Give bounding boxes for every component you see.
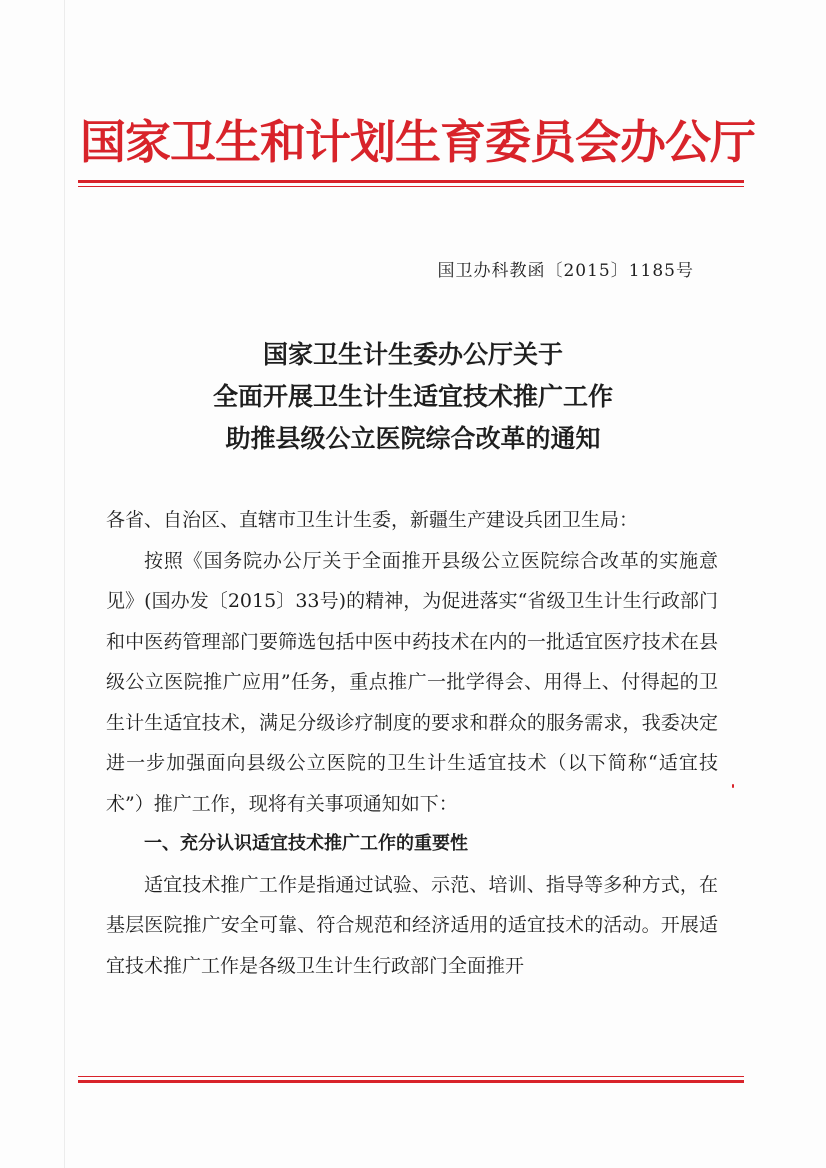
issuing-organization-header: 国家卫生和计划生育委员会办公厅 <box>80 115 755 169</box>
header-red-rule-thin <box>78 186 744 187</box>
title-line: 助推县级公立医院综合改革的通知 <box>225 424 601 453</box>
footer-red-rule-thin <box>78 1076 744 1077</box>
page-edge-shadow <box>64 0 65 1168</box>
title-line: 国家卫生计生委办公厅关于 <box>262 340 563 369</box>
section-heading: 一、充分认识适宜技术推广工作的重要性 <box>144 833 468 854</box>
title-line: 全面开展卫生计生适宜技术推广工作 <box>212 382 613 411</box>
footer-red-rule-thick <box>78 1080 744 1083</box>
salutation: 各省、自治区、直辖市卫生计生委，新疆生产建设兵团卫生局： <box>106 509 639 531</box>
body-paragraph: 按照《国务院办公厅关于全面推开县级公立医院综合改革的实施意见》(国办发〔2015〕33号)的精神，为促进落实“省级卫生计生行政部门和中医药管理部门要筛选包括中医中药技术在内的一批适宜医疗技术在县级公立医院推广应用”任务，重点推广一批学得会、用得上、付得起的卫生计生适宜技术，满足分级诊疗制度的要求和群众的服务需求，我委决定进一步加强面向县级公立医院的卫生计生适宜技术（以下简称“适宜技术”）推广工作，现将有关事项通知如下： <box>106 549 718 815</box>
document-body <box>106 500 718 986</box>
document-number: 国卫办科教函〔2015〕1185号 <box>437 261 694 281</box>
red-ink-mark <box>732 784 734 788</box>
document-title <box>100 334 726 460</box>
section-paragraph: 适宜技术推广工作是指通过试验、示范、培训、指导等多种方式，在基层医院推广安全可靠、符合规范和经济适用的适宜技术的活动。开展适宜技术推广工作是各级卫生计生行政部门全面推开 <box>106 873 718 977</box>
header-red-rule-thick <box>78 180 744 183</box>
